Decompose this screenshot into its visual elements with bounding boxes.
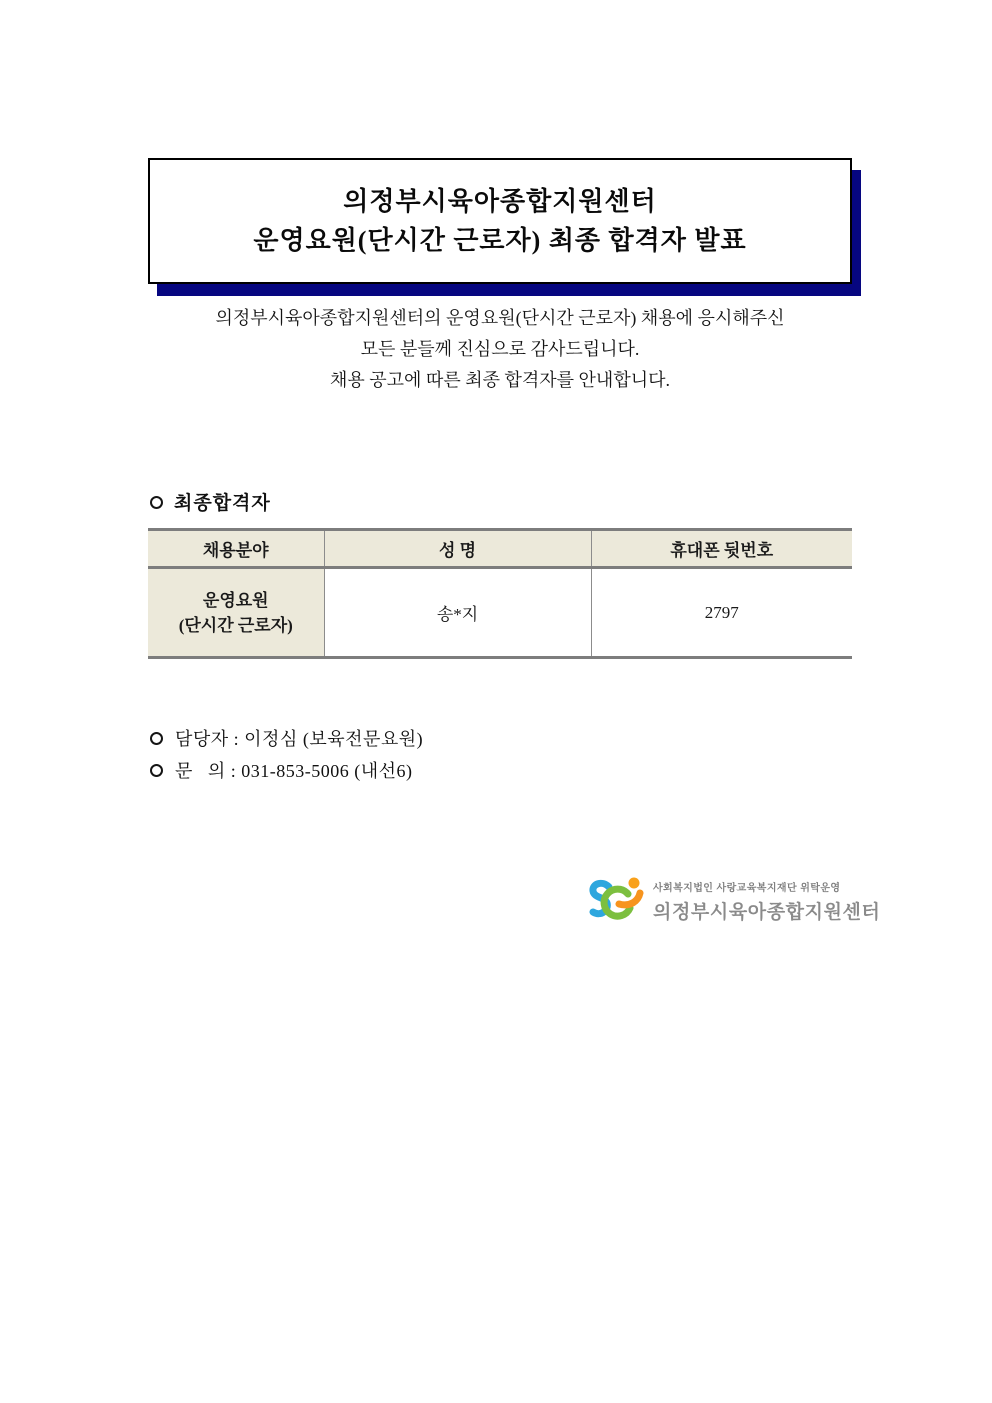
cell-category xyxy=(148,568,324,658)
intro-paragraph xyxy=(148,303,852,396)
final-pass-section-heading xyxy=(150,488,271,515)
circle-bullet-icon xyxy=(150,496,163,509)
final-pass-table xyxy=(148,528,852,659)
footer-operator-text: 사회복지법인 사랑교육복지재단 위탁운영 xyxy=(653,883,841,894)
table-header-row xyxy=(148,530,852,568)
intro-line-3: 채용 공고에 따른 최종 합격자를 안내합니다. xyxy=(330,370,670,390)
contact-line-manager xyxy=(150,722,423,754)
footer-logo-text xyxy=(653,879,880,924)
contact-manager-text: 담당자 : 이정심 (보육전문요원) xyxy=(175,729,424,749)
intro-line-2: 모든 분들께 진심으로 감사드립니다. xyxy=(360,339,640,359)
title-line-2: 운영요원(단시간 근로자) 최종 합격자 발표 xyxy=(253,226,747,255)
circle-bullet-icon xyxy=(150,732,163,745)
contact-section xyxy=(150,722,423,786)
final-pass-heading-label: 최종합격자 xyxy=(174,493,271,514)
table-row xyxy=(148,568,852,658)
table-header-name: 성 명 xyxy=(324,530,591,568)
contact-line-inquiry xyxy=(150,754,423,786)
footer-logo xyxy=(588,872,880,928)
title-box xyxy=(148,158,852,284)
intro-line-1: 의정부시육아종합지원센터의 운영요원(단시간 근로자) 채용에 응시해주신 xyxy=(215,308,785,328)
footer-org-name: 의정부시육아종합지원센터 xyxy=(653,902,881,923)
cell-phone: 2797 xyxy=(591,568,852,658)
contact-inquiry-text: 문 의 : 031-853-5006 (내선6) xyxy=(175,761,413,781)
table-header-phone: 휴대폰 뒷번호 xyxy=(591,530,852,568)
circle-bullet-icon xyxy=(150,764,163,777)
category-line-2: (단시간 근로자) xyxy=(178,615,293,635)
sci-logo-icon xyxy=(588,872,650,928)
title-line-1: 의정부시육아종합지원센터 xyxy=(343,187,657,216)
table-header-category: 채용분야 xyxy=(148,530,324,568)
category-line-1: 운영요원 xyxy=(202,590,269,610)
cell-name: 송*지 xyxy=(324,568,591,658)
